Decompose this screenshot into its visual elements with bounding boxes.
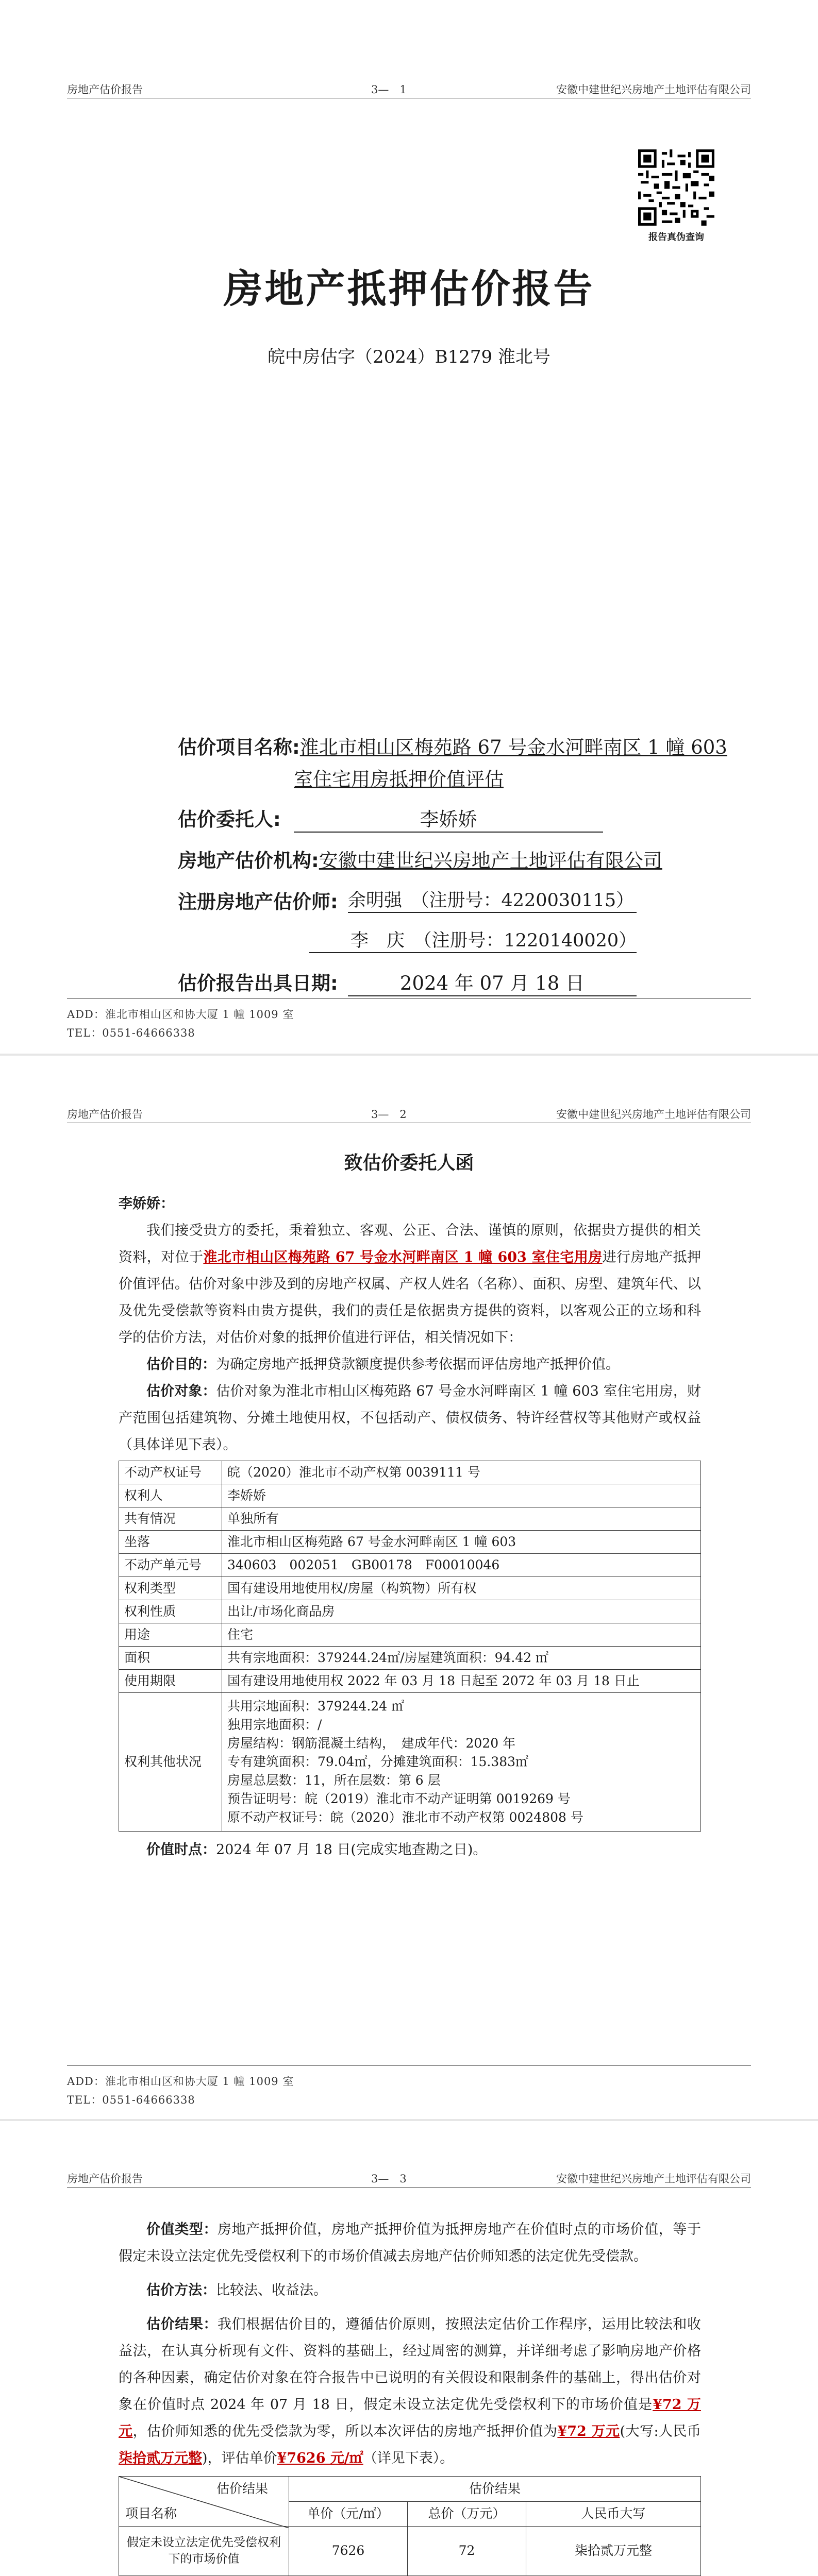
page-letter-1 <box>0 1056 818 2121</box>
other-label: 权利其他状况 <box>119 1693 222 1832</box>
client-value: 李娇娇 <box>294 804 603 833</box>
project-label: 估价项目名称: <box>178 736 300 758</box>
other-line: 房屋总层数：11，所在层数：第 6 层 <box>227 1773 441 1788</box>
other-line: 预告证明号：皖（2019）淮北市不动产证明第 0019269 号 <box>227 1791 571 1806</box>
row-value: 住宅 <box>222 1623 701 1647</box>
page-footer: ADD：淮北市相山区和协大厦 1 幢 1009 室 TEL：0551-64666338 <box>67 2065 751 2109</box>
col-header: 人民币大写 <box>526 2501 701 2527</box>
method-paragraph: 估价方法：比较法、收益法。 <box>146 2282 327 2298</box>
col-header: 总价（万元） <box>408 2501 526 2527</box>
page-header: 房地产估价报告 3— 2 安徽中建世纪兴房地产土地评估有限公司 <box>67 1102 751 1123</box>
result-group-header: 估价结果 <box>289 2477 701 2502</box>
result-paragraph: 估价结果：我们根据估价目的，遵循估价原则，按照法定估价工作程序，运用比较法和收益法，在认真分析现有文件、资料的基础上，经过周密的测算，并详细考虑了影响房地产价格的各种因素，确定估价对象在符合报告中已说明的有关假设和限制条件的基础上，得出估价对象在价值时点 2024 年 07 月 18 日，假定未设立法定优先受偿权利下的市场价值是¥72 万元，估价师知悉的优先受偿款为零，所以本次评估的房地产抵押价值为¥72 万元(大写:人民币柒拾贰万元整)，评估单价¥7626 元/㎡（详见下表）。 <box>119 2316 702 2466</box>
header-right: 安徽中建世纪兴房地产土地评估有限公司 <box>556 83 751 96</box>
row-value: 340603 002051 GB00178 F00010046 <box>222 1554 701 1577</box>
table-row <box>119 1461 701 1484</box>
table-row <box>119 2527 701 2575</box>
row-label: 使用期限 <box>119 1670 222 1693</box>
table-row <box>119 1484 701 1507</box>
other-line: 房屋结构：钢筋混凝土结构， 建成年代：2020 年 <box>227 1736 516 1751</box>
result-cell-name: 假定未设立法定优先受偿权利下的市场价值 <box>119 2527 289 2575</box>
header-page-number: 3— 1 <box>371 83 407 96</box>
report-title: 房地产抵押估价报告 <box>223 266 595 312</box>
value-type-paragraph: 价值类型：房地产抵押价值，房地产抵押价值为抵押房地产在价值时点的市场价值，等于假定未设立法定优先受偿权利下的市场价值减去房地产估价师知悉的法定优先受偿款。 <box>119 2222 702 2264</box>
table-row <box>119 1600 701 1623</box>
row-value: 共有宗地面积：379244.24㎡/房屋建筑面积：94.42 ㎡ <box>222 1647 701 1670</box>
table-row <box>119 1531 701 1554</box>
appraiser-2: 李 庆 （注册号：1220140020） <box>309 926 637 953</box>
report-number: 皖中房估字（2024）B1279 淮北号 <box>268 347 550 367</box>
row-label: 不动产单元号 <box>119 1554 222 1577</box>
footer-address: ADD：淮北市相山区和协大厦 1 幢 1009 室 <box>67 1008 294 1021</box>
other-line: 独用宗地面积：/ <box>227 1717 322 1732</box>
other-cell <box>222 1693 701 1832</box>
result-cell-total: 72 <box>408 2527 526 2575</box>
row-value: 李娇娇 <box>222 1484 701 1507</box>
other-line: 专有建筑面积：79.04㎡，分摊建筑面积：15.383㎡ <box>227 1754 529 1769</box>
row-value: 皖（2020）淮北市不动产权第 0039111 号 <box>222 1461 701 1484</box>
date-label: 估价报告出具日期: <box>178 972 338 994</box>
row-value: 单独所有 <box>222 1507 701 1531</box>
result-cell-unit: 7626 <box>289 2527 408 2575</box>
appraiser-label: 注册房地产估价师: <box>178 891 338 913</box>
letter-title: 致估价委托人函 <box>344 1153 474 1174</box>
table-row <box>119 1554 701 1577</box>
letter-body <box>119 1191 701 1863</box>
page-footer <box>67 998 751 1042</box>
row-label: 面积 <box>119 1647 222 1670</box>
property-table <box>119 1461 701 1832</box>
table-row <box>119 1647 701 1670</box>
col-header: 单价（元/㎡） <box>289 2501 408 2527</box>
other-line: 共用宗地面积：379244.24 ㎡ <box>227 1699 405 1714</box>
org-label: 房地产估价机构: <box>178 850 319 872</box>
page-header: 房地产估价报告 3— 3 安徽中建世纪兴房地产土地评估有限公司 <box>67 2166 751 2188</box>
qr-caption: 报告真伪查询 <box>648 232 704 243</box>
header-diagonal-cell: 估价结果 项目名称 <box>119 2477 289 2527</box>
row-label: 不动产权证号 <box>119 1461 222 1484</box>
page-letter-2 <box>0 2121 818 2576</box>
row-value: 淮北市相山区梅苑路 67 号金水河畔南区 1 幢 603 <box>222 1531 701 1554</box>
row-label: 用途 <box>119 1623 222 1647</box>
letter-body-2 <box>119 2216 701 2576</box>
object-paragraph: 估价对象：估价对象为淮北市相山区梅苑路 67 号金水河畔南区 1 幢 603 室住宅用房，财产范围包括建筑物、分摊土地使用权，不包括动产、债权债务、特许经营权等其他财产或权益（具体详见下表）。 <box>119 1383 701 1453</box>
table-row <box>119 1623 701 1647</box>
row-value: 出让/市场化商品房 <box>222 1600 701 1623</box>
row-label: 共有情况 <box>119 1507 222 1531</box>
table-row <box>119 1577 701 1600</box>
client-label: 估价委托人: <box>178 808 281 831</box>
intro-paragraph: 我们接受贵方的委托，秉着独立、客观、公正、合法、谨慎的原则，依据贵方提供的相关资料，对位于淮北市相山区梅苑路 67 号金水河畔南区 1 幢 603 室住宅用房进行房地产抵押价值评估。估价对象中涉及到的房地产权属、产权人姓名（名称）、面积、房型、建筑年代、以及优先受偿款等资料由贵方提供，我们的责任是依据贵方提供的资料，以客观公正的立场和科学的估价方法，对估价对象的抵押价值进行评估，相关情况如下： <box>119 1223 702 1346</box>
row-label: 权利人 <box>119 1484 222 1507</box>
row-value: 国有建设用地使用权 2022 年 03 月 18 日起至 2072 年 03 月 18 日止 <box>222 1670 701 1693</box>
page-cover <box>0 0 818 1054</box>
qr-code[interactable] <box>638 149 714 226</box>
purpose-paragraph: 估价目的：为确定房地产抵押贷款额度提供参考依据而评估房地产抵押价值。 <box>146 1357 620 1372</box>
org-value: 安徽中建世纪兴房地产土地评估有限公司 <box>319 850 662 872</box>
row-label: 坐落 <box>119 1531 222 1554</box>
result-cell-cn: 柒拾贰万元整 <box>526 2527 701 2575</box>
header-left: 房地产估价报告 <box>67 83 143 96</box>
result-table <box>119 2476 701 2576</box>
table-row <box>119 1507 701 1531</box>
other-line: 原不动产权证号：皖（2020）淮北市不动产权第 0024808 号 <box>227 1810 583 1825</box>
table-row <box>119 1693 701 1832</box>
footer-tel: TEL：0551-64666338 <box>67 1027 195 1039</box>
project-name-2: 室住宅用房抵押价值评估 <box>294 768 504 790</box>
salutation: 李娇娇： <box>119 1196 174 1212</box>
project-name-1: 淮北市相山区梅苑路 67 号金水河畔南区 1 幢 603 <box>299 736 727 758</box>
qr-code-icon <box>638 149 714 226</box>
table-header-row <box>119 2477 701 2502</box>
appraiser-1: 余明强 （注册号：4220030115） <box>348 886 637 913</box>
table-row <box>119 1670 701 1693</box>
row-label: 权利性质 <box>119 1600 222 1623</box>
value-date-paragraph: 价值时点：2024 年 07 月 18 日(完成实地查勘之日)。 <box>146 1842 487 1858</box>
date-value: 2024 年 07 月 18 日 <box>348 968 637 996</box>
page-header <box>67 77 751 98</box>
row-value: 国有建设用地使用权/房屋（构筑物）所有权 <box>222 1577 701 1600</box>
row-label: 权利类型 <box>119 1577 222 1600</box>
